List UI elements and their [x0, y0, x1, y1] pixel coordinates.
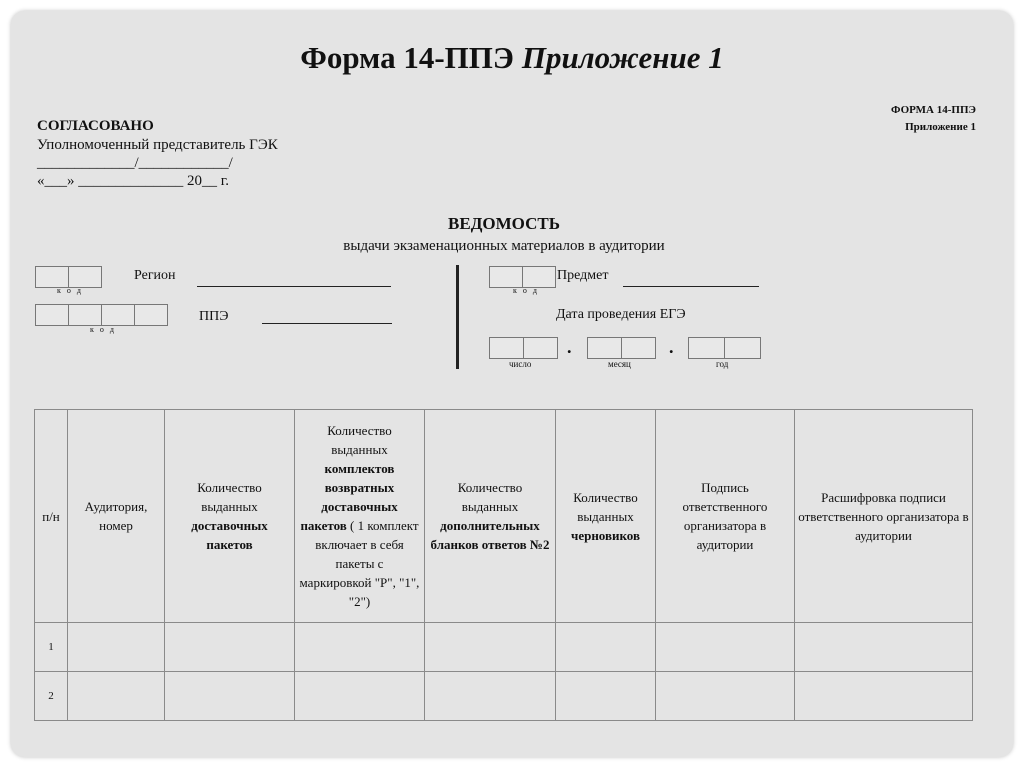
region-code-boxes[interactable]	[35, 266, 101, 288]
distribution-table	[34, 409, 973, 721]
approval-date-line: «___» ______________ 20__ г.	[37, 173, 229, 189]
column-header-delivery-packages	[165, 410, 295, 623]
header-bold-text: комплектов возвратных доставочных пакетов	[300, 461, 398, 533]
table-cell[interactable]	[795, 672, 973, 721]
approval-signature-line: _____________/____________/	[37, 155, 233, 171]
table-cell[interactable]	[68, 672, 165, 721]
column-header-drafts	[556, 410, 656, 623]
year-caption: год	[716, 359, 729, 369]
code-box[interactable]	[688, 337, 725, 359]
row-number: 2	[35, 672, 68, 721]
table-cell[interactable]	[165, 672, 295, 721]
subject-code-boxes[interactable]	[489, 266, 555, 288]
column-header-auditorium: Аудитория, номер	[68, 410, 165, 623]
code-box[interactable]	[68, 266, 102, 288]
code-box[interactable]	[68, 304, 102, 326]
code-box[interactable]	[489, 337, 524, 359]
column-header-signature-decoding: Расшифровка подписи ответственного организатора в аудитории	[795, 410, 973, 623]
code-box[interactable]	[724, 337, 761, 359]
header-text: Количество выданных	[457, 480, 523, 514]
ppe-label: ППЭ	[199, 309, 229, 324]
code-box[interactable]	[522, 266, 556, 288]
region-underline[interactable]	[197, 286, 391, 287]
ppe-underline[interactable]	[262, 323, 392, 324]
header-text: ( 1 комплект включает в себя пакеты с маркировкой "Р", "1", "2")	[299, 518, 420, 609]
column-header-signature: Подпись ответственного организатора в аудитории	[656, 410, 795, 623]
date-separator: .	[669, 337, 674, 357]
subject-underline[interactable]	[623, 286, 759, 287]
title-italic: Приложение 1	[521, 40, 724, 75]
table-cell[interactable]	[425, 672, 556, 721]
table-cell[interactable]	[295, 623, 425, 672]
table-cell[interactable]	[165, 623, 295, 672]
date-separator: .	[567, 337, 572, 357]
form-ref-line2: Приложение 1	[905, 121, 976, 133]
header-text: Количество выданных	[327, 423, 392, 457]
region-label: Регион	[134, 268, 176, 283]
approval-heading: СОГЛАСОВАНО	[37, 118, 154, 134]
header-bold-text: дополнительных бланков ответов №2	[430, 518, 550, 552]
code-box[interactable]	[523, 337, 558, 359]
exam-date-label: Дата проведения ЕГЭ	[556, 307, 686, 322]
header-bold-text: доставочных пакетов	[191, 518, 268, 552]
date-year-boxes[interactable]	[688, 337, 760, 359]
table-cell[interactable]	[556, 623, 656, 672]
ppe-code-caption: к о д	[90, 325, 116, 334]
form-ref-line1: ФОРМА 14-ППЭ	[891, 104, 976, 116]
document-heading: ВЕДОМОСТЬ	[448, 214, 560, 233]
row-number: 1	[35, 623, 68, 672]
day-caption: число	[509, 359, 532, 369]
month-caption: месяц	[608, 359, 631, 369]
region-code-caption: к о д	[57, 286, 83, 295]
title-main: Форма 14-ППЭ	[300, 40, 514, 75]
table-cell[interactable]	[68, 623, 165, 672]
table-cell[interactable]	[425, 623, 556, 672]
table-row	[35, 672, 973, 721]
code-box[interactable]	[35, 304, 69, 326]
document-subheading: выдачи экзаменационных материалов в аудитории	[343, 238, 665, 254]
date-day-boxes[interactable]	[489, 337, 557, 359]
table-cell[interactable]	[295, 672, 425, 721]
column-header-return-kits	[295, 410, 425, 623]
page-title	[11, 40, 1013, 76]
subject-code-caption: к о д	[513, 286, 539, 295]
table-cell[interactable]	[795, 623, 973, 672]
table-cell[interactable]	[656, 623, 795, 672]
code-box[interactable]	[489, 266, 523, 288]
header-text: Количество выданных	[197, 480, 262, 514]
header-text: Количество выданных	[573, 489, 638, 524]
table-cell[interactable]	[556, 672, 656, 721]
column-header-number: п/н	[35, 410, 68, 623]
code-box[interactable]	[35, 266, 69, 288]
subject-label: Предмет	[557, 268, 609, 283]
code-box[interactable]	[621, 337, 656, 359]
code-box[interactable]	[587, 337, 622, 359]
column-header-extra-answer-sheets	[425, 410, 556, 623]
code-box[interactable]	[101, 304, 135, 326]
table-header-row	[35, 410, 973, 623]
form-sheet	[11, 11, 1013, 757]
approval-line1: Уполномоченный представитель ГЭК	[37, 137, 278, 153]
date-month-boxes[interactable]	[587, 337, 655, 359]
table-row	[35, 623, 973, 672]
header-bold-text: черновиков	[570, 527, 641, 543]
ppe-code-boxes[interactable]	[35, 304, 167, 326]
vertical-divider	[456, 265, 459, 369]
table-cell[interactable]	[656, 672, 795, 721]
code-box[interactable]	[134, 304, 168, 326]
